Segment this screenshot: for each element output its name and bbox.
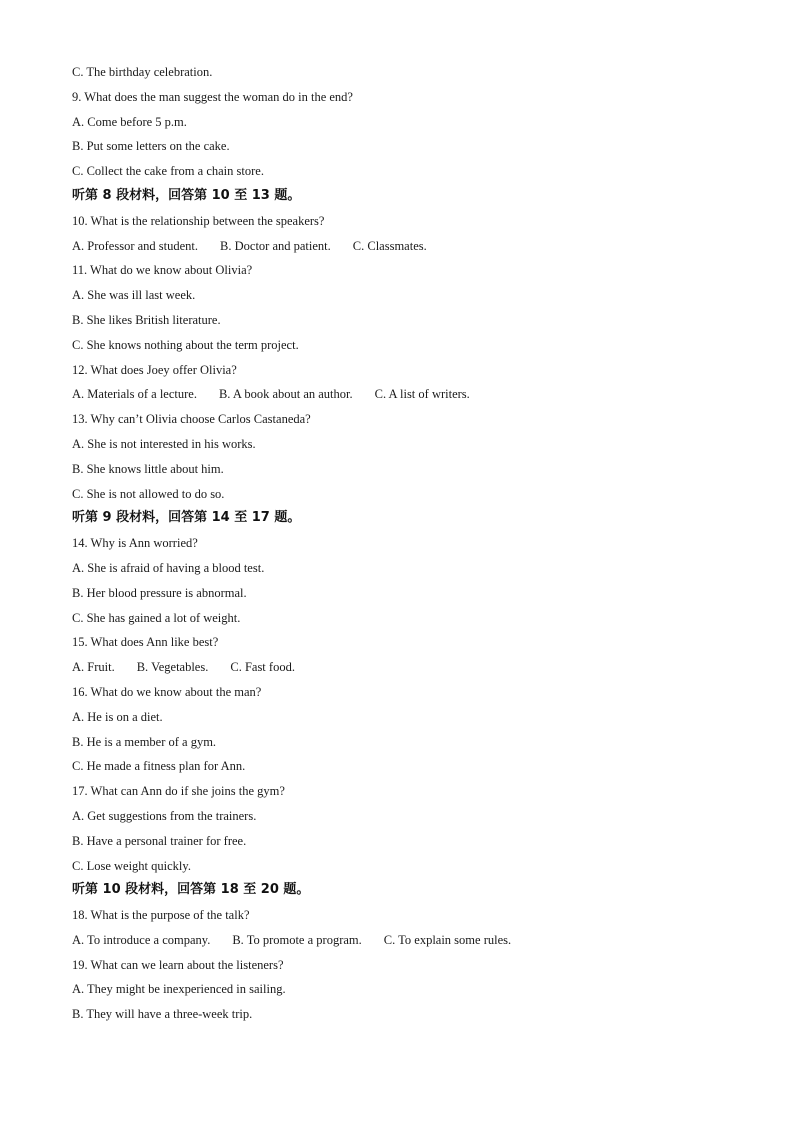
document-page [72,60,732,1027]
option-row [72,928,732,953]
answer-option: A. She is not interested in his works. [72,436,256,451]
answer-option: C. She has gained a lot of weight. [72,610,241,625]
answer-option: B. Doctor and patient. [220,238,331,253]
answer-option: B. To promote a program. [232,932,362,947]
question-text: 19. What can we learn about the listeners? [72,957,284,972]
answer-option: C. Lose weight quickly. [72,858,191,873]
answer-option: B. Put some letters on the cake. [72,139,230,154]
answer-option: A. She was ill last week. [72,288,196,303]
answer-option: C. Classmates. [352,238,427,253]
question-text: 17. What can Ann do if she joins the gym? [72,784,285,799]
question-text: 15. What does Ann like best? [72,635,219,650]
answer-option: A. They might be inexperienced in sailing. [72,982,286,997]
answer-option: A. Professor and student. [72,238,199,253]
answer-option: A. She is afraid of having a blood test. [72,560,265,575]
answer-option: B. They will have a three-week trip. [72,1007,253,1022]
option-row [72,234,732,259]
question-text: 12. What does Joey offer Olivia? [72,362,237,377]
answer-option: C. Collect the cake from a chain store. [72,164,264,179]
answer-option: A. Come before 5 p.m. [72,114,187,129]
answer-option: C. Fast food. [230,660,295,675]
answer-option: B. He is a member of a gym. [72,734,217,749]
answer-option: C. He made a fitness plan for Ann. [72,759,246,774]
question-text: 11. What do we know about Olivia? [72,263,253,278]
answer-option: C. A list of writers. [374,387,470,402]
answer-option: C. To explain some rules. [383,932,512,947]
question-text: 10. What is the relationship between the speakers? [72,213,325,228]
question-text: 9. What does the man suggest the woman do in the end? [72,89,353,104]
answer-option: A. Fruit. [72,660,115,675]
answer-option: C. She knows nothing about the term project. [72,337,299,352]
answer-option: B. Her blood pressure is abnormal. [72,585,247,600]
answer-option: A. Get suggestions from the trainers. [72,808,257,823]
question-text: 16. What do we know about the man? [72,684,262,699]
answer-option: A. To introduce a company. [72,932,211,947]
answer-option: B. She likes British literature. [72,312,221,327]
answer-option: C. She is not allowed to do so. [72,486,225,501]
question-text: 18. What is the purpose of the talk? [72,908,250,923]
option-row [72,382,732,407]
question-text: 14. Why is Ann worried? [72,536,198,551]
answer-option: B. Have a personal trainer for free. [72,833,247,848]
section-heading: 听第 10 段材料，回答第 18 至 20 题。 [72,882,310,898]
answer-option: B. She knows little about him. [72,461,224,476]
answer-option: A. Materials of a lecture. [72,387,197,402]
option-row [72,655,732,680]
section-heading: 听第 9 段材料，回答第 14 至 17 题。 [72,510,301,526]
answer-option: B. A book about an author. [218,387,353,402]
question-text: 13. Why can’t Olivia choose Carlos Castaneda? [72,412,311,427]
answer-option: C. The birthday celebration. [72,65,213,79]
answer-option: B. Vegetables. [136,660,209,675]
section-heading: 听第 8 段材料，回答第 10 至 13 题。 [72,187,301,203]
answer-option: A. He is on a diet. [72,709,163,724]
